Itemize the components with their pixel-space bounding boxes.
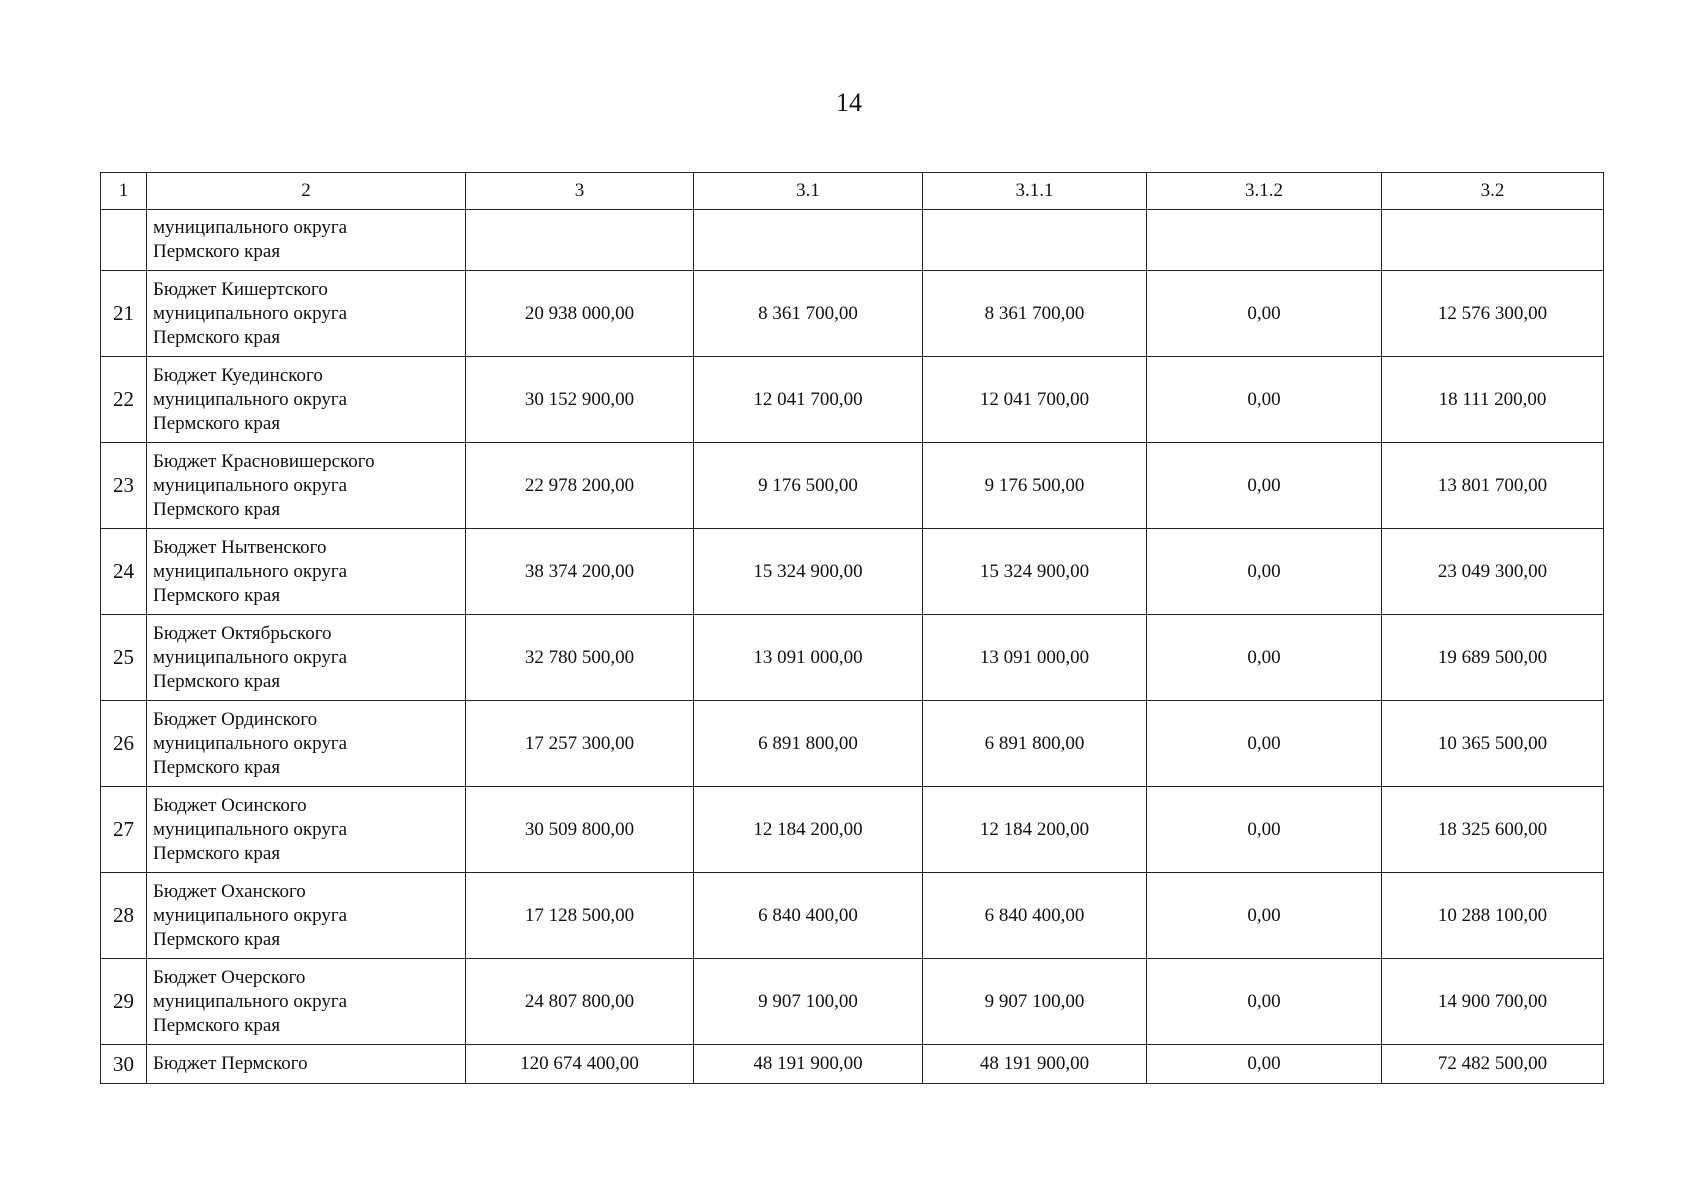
table-body xyxy=(101,210,1604,1084)
table-row xyxy=(101,529,1604,615)
name-line: Бюджет Красновишерского xyxy=(153,450,375,472)
budget-name-cell xyxy=(147,357,466,443)
row-number-cell: 28 xyxy=(101,873,147,959)
value-cell-c3: 17 128 500,00 xyxy=(466,873,694,959)
value-cell-c3: 30 152 900,00 xyxy=(466,357,694,443)
value-cell-c311: 48 191 900,00 xyxy=(923,1045,1147,1084)
value-cell-c312: 0,00 xyxy=(1147,1045,1382,1084)
budget-name-cell xyxy=(147,787,466,873)
row-number-cell: 25 xyxy=(101,615,147,701)
header-cell: 3.1.2 xyxy=(1147,173,1382,210)
table-row xyxy=(101,873,1604,959)
value-cell-c31: 48 191 900,00 xyxy=(694,1045,923,1084)
value-cell-c32: 72 482 500,00 xyxy=(1382,1045,1604,1084)
name-line: Бюджет Нытвенского xyxy=(153,536,327,558)
name-line: Бюджет Октябрьского xyxy=(153,622,332,644)
row-number-cell: 26 xyxy=(101,701,147,787)
header-cell: 3.1.1 xyxy=(923,173,1147,210)
value-cell-c31: 6 840 400,00 xyxy=(694,873,923,959)
row-number-cell: 21 xyxy=(101,271,147,357)
value-cell-c32: 18 325 600,00 xyxy=(1382,787,1604,873)
value-cell-c32: 18 111 200,00 xyxy=(1382,357,1604,443)
row-number-cell: 24 xyxy=(101,529,147,615)
value-cell-c31: 12 041 700,00 xyxy=(694,357,923,443)
value-cell-c32: 10 288 100,00 xyxy=(1382,873,1604,959)
name-line: Пермского края xyxy=(153,842,281,864)
value-cell-c311: 8 361 700,00 xyxy=(923,271,1147,357)
budget-name-cell xyxy=(147,529,466,615)
row-number-cell xyxy=(101,210,147,271)
header-row xyxy=(101,173,1604,210)
value-cell-c311: 9 176 500,00 xyxy=(923,443,1147,529)
name-line: Пермского края xyxy=(153,584,281,606)
header-cell: 3.2 xyxy=(1382,173,1604,210)
table-row xyxy=(101,357,1604,443)
name-line: Бюджет Куединского xyxy=(153,364,323,386)
value-cell-c32: 23 049 300,00 xyxy=(1382,529,1604,615)
value-cell xyxy=(923,210,1147,271)
budget-name-cell xyxy=(147,959,466,1045)
value-cell-c31: 12 184 200,00 xyxy=(694,787,923,873)
value-cell-c31: 15 324 900,00 xyxy=(694,529,923,615)
value-cell-c311: 6 840 400,00 xyxy=(923,873,1147,959)
budget-name-cell xyxy=(147,1045,466,1084)
value-cell-c311: 15 324 900,00 xyxy=(923,529,1147,615)
value-cell-c311: 12 184 200,00 xyxy=(923,787,1147,873)
value-cell-c312: 0,00 xyxy=(1147,529,1382,615)
name-line: муниципального округа xyxy=(153,302,348,324)
value-cell-c3: 30 509 800,00 xyxy=(466,787,694,873)
value-cell-c32: 19 689 500,00 xyxy=(1382,615,1604,701)
value-cell-c3: 120 674 400,00 xyxy=(466,1045,694,1084)
name-line: Пермского края xyxy=(153,412,281,434)
budget-name-cell xyxy=(147,701,466,787)
name-line: Бюджет Осинского xyxy=(153,794,307,816)
name-line: Пермского края xyxy=(153,241,281,262)
name-line: Пермского края xyxy=(153,928,281,950)
name-line: муниципального округа xyxy=(153,646,348,668)
name-line: Пермского края xyxy=(153,670,281,692)
table-row xyxy=(101,1045,1604,1084)
value-cell-c3: 20 938 000,00 xyxy=(466,271,694,357)
table-row xyxy=(101,615,1604,701)
value-cell-c32: 10 365 500,00 xyxy=(1382,701,1604,787)
name-line: муниципального округа xyxy=(153,388,348,410)
value-cell-c311: 13 091 000,00 xyxy=(923,615,1147,701)
table-row xyxy=(101,443,1604,529)
row-number-cell: 29 xyxy=(101,959,147,1045)
value-cell-c3: 24 807 800,00 xyxy=(466,959,694,1045)
name-line: Бюджет Очерского xyxy=(153,966,306,988)
value-cell-c31: 9 176 500,00 xyxy=(694,443,923,529)
row-number-cell: 23 xyxy=(101,443,147,529)
name-line: муниципального округа xyxy=(153,990,348,1012)
value-cell-c3: 17 257 300,00 xyxy=(466,701,694,787)
name-line: Пермского края xyxy=(153,756,281,778)
value-cell-c312: 0,00 xyxy=(1147,787,1382,873)
table-row xyxy=(101,701,1604,787)
value-cell-c312: 0,00 xyxy=(1147,357,1382,443)
header-cell: 3.1 xyxy=(694,173,923,210)
value-cell-c32: 12 576 300,00 xyxy=(1382,271,1604,357)
budget-name-cell xyxy=(147,615,466,701)
name-line: Бюджет Пермского xyxy=(153,1053,308,1074)
value-cell-c311: 6 891 800,00 xyxy=(923,701,1147,787)
name-line: муниципального округа xyxy=(153,904,348,926)
name-line: Бюджет Кишертского xyxy=(153,278,328,300)
budget-name-cell xyxy=(147,443,466,529)
header-cell: 3 xyxy=(466,173,694,210)
name-line: муниципального округа xyxy=(153,217,348,238)
value-cell-c311: 9 907 100,00 xyxy=(923,959,1147,1045)
value-cell-c312: 0,00 xyxy=(1147,615,1382,701)
value-cell-c3: 38 374 200,00 xyxy=(466,529,694,615)
value-cell-c312: 0,00 xyxy=(1147,271,1382,357)
value-cell-c311: 12 041 700,00 xyxy=(923,357,1147,443)
value-cell-c31: 9 907 100,00 xyxy=(694,959,923,1045)
row-number-cell: 22 xyxy=(101,357,147,443)
value-cell-c32: 14 900 700,00 xyxy=(1382,959,1604,1045)
value-cell xyxy=(1382,210,1604,271)
value-cell-c31: 13 091 000,00 xyxy=(694,615,923,701)
value-cell xyxy=(694,210,923,271)
header-cell: 2 xyxy=(147,173,466,210)
value-cell-c312: 0,00 xyxy=(1147,701,1382,787)
table-row xyxy=(101,271,1604,357)
table-row-continuation xyxy=(101,210,1604,271)
name-line: Пермского края xyxy=(153,1014,281,1036)
name-line: муниципального округа xyxy=(153,474,348,496)
page-number: 14 xyxy=(836,88,862,117)
value-cell xyxy=(1147,210,1382,271)
budget-name-cell xyxy=(147,873,466,959)
table-row xyxy=(101,787,1604,873)
name-line: Бюджет Оханского xyxy=(153,880,306,902)
header-cell: 1 xyxy=(101,173,147,210)
name-line: муниципального округа xyxy=(153,732,348,754)
budget-table xyxy=(100,172,1604,1084)
name-line: Бюджет Ординского xyxy=(153,708,318,730)
row-number-cell: 27 xyxy=(101,787,147,873)
value-cell-c312: 0,00 xyxy=(1147,959,1382,1045)
value-cell-c3: 32 780 500,00 xyxy=(466,615,694,701)
name-line: Пермского края xyxy=(153,326,281,348)
value-cell-c32: 13 801 700,00 xyxy=(1382,443,1604,529)
value-cell-c312: 0,00 xyxy=(1147,443,1382,529)
budget-name-cell xyxy=(147,271,466,357)
budget-name-cell xyxy=(147,210,466,271)
row-number-cell: 30 xyxy=(101,1045,147,1084)
value-cell-c312: 0,00 xyxy=(1147,873,1382,959)
value-cell-c31: 8 361 700,00 xyxy=(694,271,923,357)
name-line: муниципального округа xyxy=(153,818,348,840)
table-row xyxy=(101,959,1604,1045)
value-cell-c31: 6 891 800,00 xyxy=(694,701,923,787)
value-cell xyxy=(466,210,694,271)
value-cell-c3: 22 978 200,00 xyxy=(466,443,694,529)
name-line: Пермского края xyxy=(153,498,281,520)
name-line: муниципального округа xyxy=(153,560,348,582)
